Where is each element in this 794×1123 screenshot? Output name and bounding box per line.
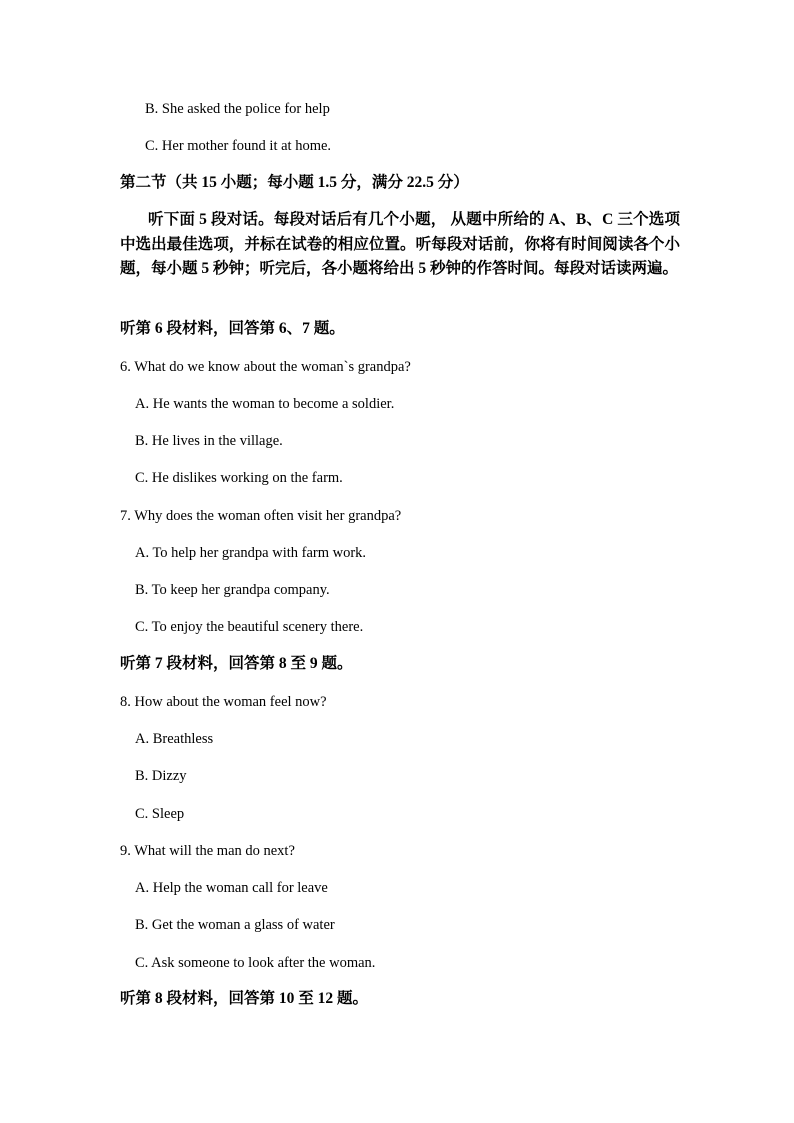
question-7: 7. Why does the woman often visit her grandpa?	[120, 508, 402, 524]
material-6-heading: 听第 6 段材料，回答第 6、7 题。	[120, 320, 345, 337]
question-6-option-c: C. He dislikes working on the farm.	[135, 470, 343, 486]
question-6: 6. What do we know about the woman`s grandpa?	[120, 359, 411, 375]
question-6-option-a: A. He wants the woman to become a soldier.	[135, 396, 395, 412]
prev-option-b: B. She asked the police for help	[145, 101, 330, 117]
material-8-heading: 听第 8 段材料，回答第 10 至 12 题。	[120, 990, 369, 1007]
question-8-option-b: B. Dizzy	[135, 768, 187, 784]
section-instructions: 听下面 5 段对话。每段对话后有几个小题， 从题中所给的 A、B、C 三个选项中选出最佳选项，并标在试卷的相应位置。听每段对话前，你将有时间阅读各个小题，每小题 5 秒钟；听完后，各小题将给出 5 秒钟的作答时间。每段对话读两遍。	[120, 211, 680, 277]
question-7-option-c: C. To enjoy the beautiful scenery there.	[135, 619, 364, 635]
question-6-option-b: B. He lives in the village.	[135, 433, 283, 449]
prev-option-c: C. Her mother found it at home.	[145, 138, 332, 154]
question-8: 8. How about the woman feel now?	[120, 694, 327, 710]
question-8-option-a: A. Breathless	[135, 731, 214, 747]
question-9-option-a: A. Help the woman call for leave	[135, 880, 328, 896]
material-7-heading: 听第 7 段材料，回答第 8 至 9 题。	[120, 655, 353, 672]
question-9: 9. What will the man do next?	[120, 843, 295, 859]
section-title: 第二节（共 15 小题；每小题 1.5 分，满分 22.5 分）	[120, 174, 469, 191]
question-7-option-a: A. To help her grandpa with farm work.	[135, 545, 367, 561]
question-7-option-b: B. To keep her grandpa company.	[135, 582, 330, 598]
question-9-option-c: C. Ask someone to look after the woman.	[135, 955, 376, 971]
question-9-option-b: B. Get the woman a glass of water	[135, 917, 335, 933]
question-8-option-c: C. Sleep	[135, 806, 185, 822]
